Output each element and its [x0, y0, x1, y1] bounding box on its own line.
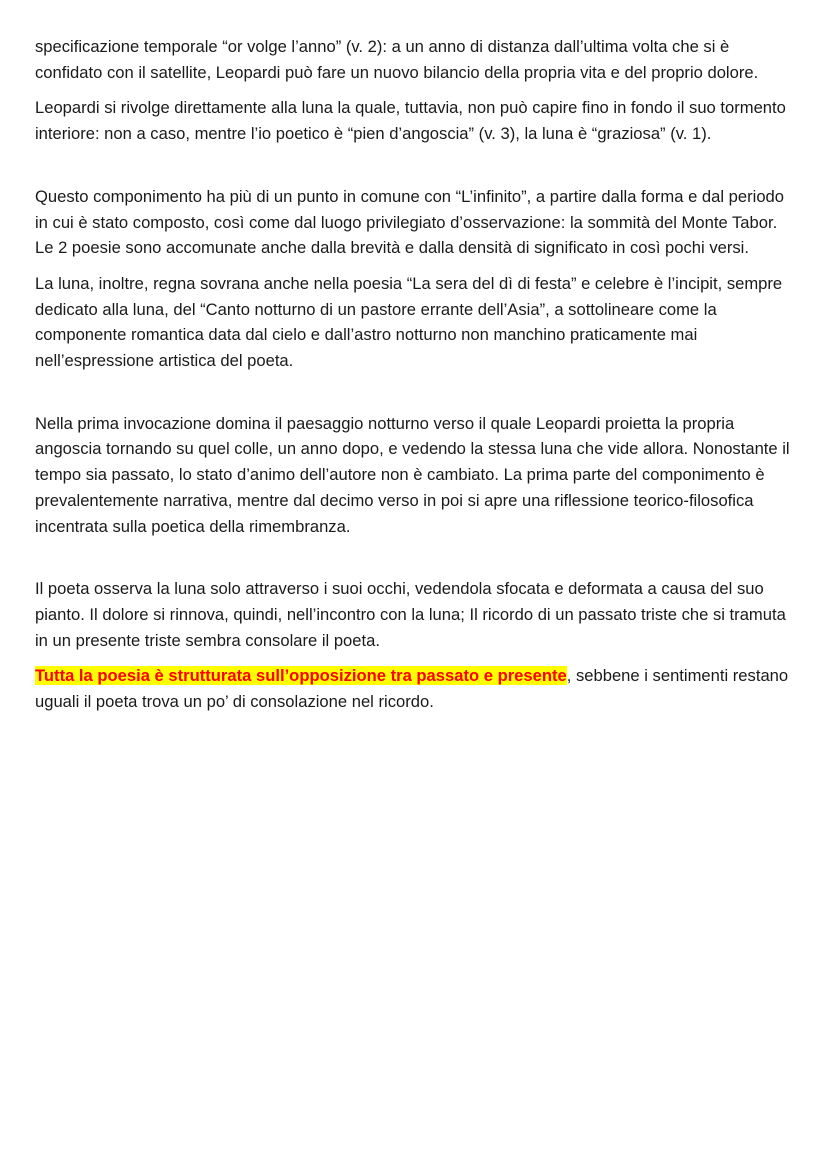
paragraph-spacer [35, 157, 795, 184]
paragraph: Il poeta osserva la luna solo attraverso i suoi occhi, vedendola sfocata e deformata a causa del suo pianto. Il dolore si rinnova, quindi, nell’incontro con la luna; Il ricordo di un passato triste che si tramuta in un presente triste sembra consolare il poeta. [35, 579, 786, 650]
paragraph: specificazione temporale “or volge l’anno” (v. 2): a un anno di distanza dall’ultima volta che si è confidato con il satellite, Leopardi può fare un nuovo bilancio della propria vita e del proprio dolore. [35, 37, 759, 82]
highlighted-paragraph [35, 663, 795, 714]
document-body [35, 34, 795, 725]
paragraph: La luna, inoltre, regna sovrana anche nella poesia “La sera del dì di festa” e celebre è l’incipit, sempre dedicato alla luna, del “Canto notturno di un pastore errante dell’Asia”, a sottolineare come la componente romantica data dal cielo e dall’astro notturno non manchino praticamente mai nell’espressione artistica del poeta. [35, 273, 783, 371]
paragraph-continuation: , sebbene i sentimenti restano uguali il poeta trova un po’ di consolazione nel ricordo. [35, 666, 789, 712]
paragraph: Leopardi si rivolge direttamente alla luna la quale, tuttavia, non può capire fino in fondo il suo tormento interiore: non a caso, mentre l’io poetico è “pien d’angoscia” (v. 3), la luna è “graziosa” (v. 1). [35, 98, 786, 144]
paragraph: Questo componimento ha più di un punto in comune con “L’infinito”, a partire dalla forma e dal periodo in cui è stato composto, così come dal luogo privilegiato d’osservazione: la sommità del Monte Tabor. Le 2 poesie sono accomunate anche dalla brevità e dalla densità di significato in così pochi versi. [35, 186, 785, 258]
paragraph-spacer [35, 384, 795, 411]
highlighted-text: Tutta la poesia è strutturata sull’opposizione tra passato e presente [35, 666, 567, 686]
paragraph-spacer [35, 549, 795, 576]
paragraph: Nella prima invocazione domina il paesaggio notturno verso il quale Leopardi proietta la propria angoscia tornando su quel colle, un anno dopo, e vedendo la stessa luna che vide allora. Nonostante il tempo sia passato, lo stato d’animo dell’autore non è cambiato. La prima parte del componimento è prevalentemente narrativa, mentre dal decimo verso in poi si apre una riflessione teorico-filosofica incentrata sulla poetica della rimembranza. [35, 413, 790, 536]
